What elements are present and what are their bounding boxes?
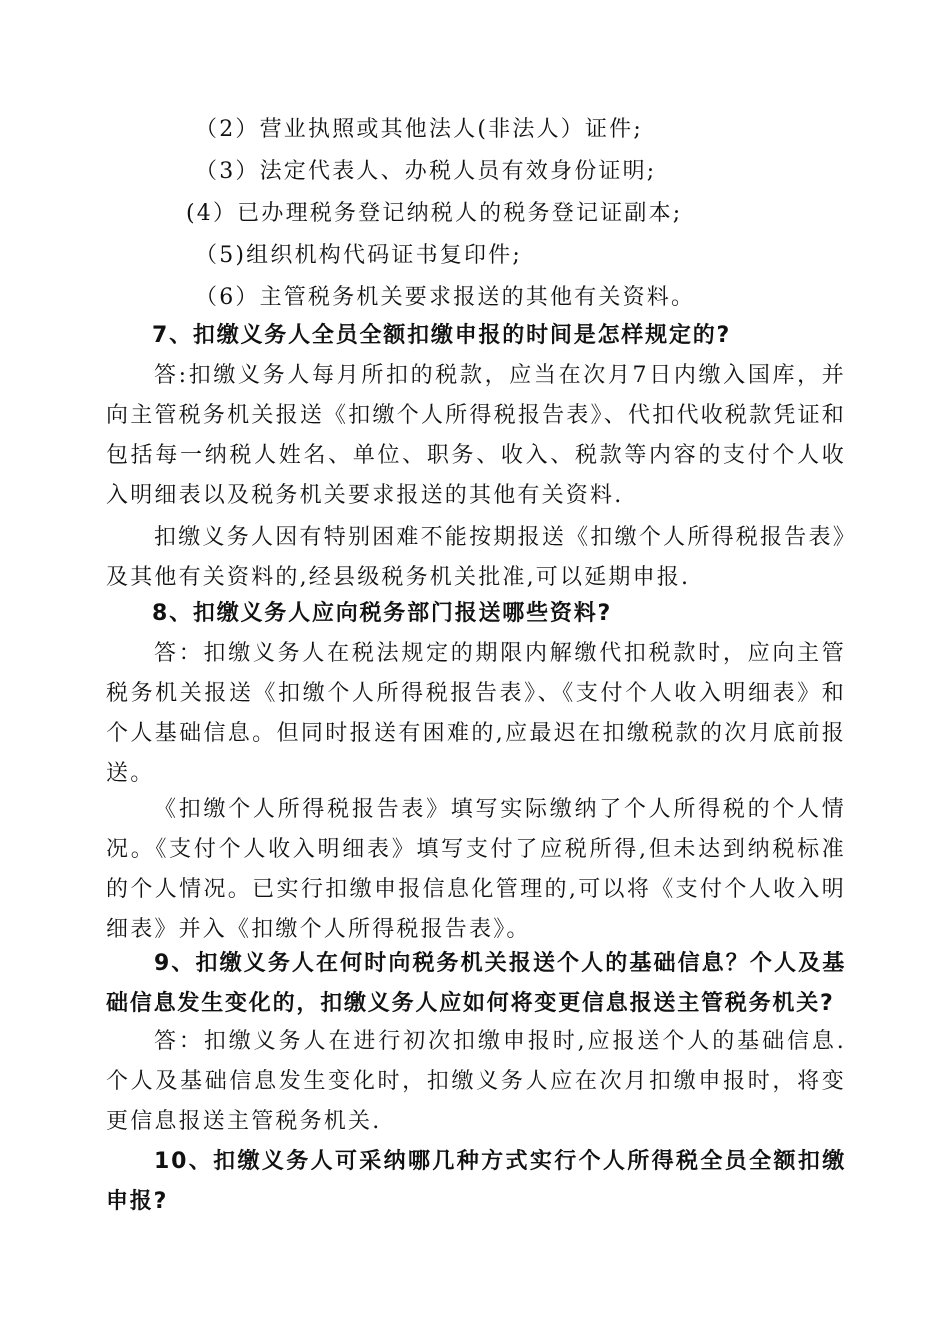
- list-item: (4）已办理税务登记纳税人的税务登记证副本;: [186, 201, 683, 226]
- section-heading: 7、扣缴义务人全员全额扣缴申报的时间是怎样规定的?: [152, 323, 732, 348]
- paragraph: 答：扣缴义务人在进行初次扣缴申报时,应报送个人的基础信息.个人及基础信息发生变化时，扣缴义务人应在次月扣缴申报时，将变更信息报送主管税务机关.: [106, 1029, 846, 1134]
- list-item: （3）法定代表人、办税人员有效身份证明;: [195, 159, 657, 184]
- section-heading: 10、扣缴义务人可采纳哪几种方式实行个人所得税全员全额扣缴申报?: [106, 1149, 846, 1214]
- list-item: （2）营业执照或其他法人(非法人）证件;: [195, 117, 643, 142]
- list-item: （6）主管税务机关要求报送的其他有关资料。: [195, 285, 696, 310]
- list-item: （5)组织机构代码证书复印件;: [195, 243, 522, 268]
- paragraph: 答：扣缴义务人在税法规定的期限内解缴代扣税款时，应向主管税务机关报送《扣缴个人所得税报告表》、《支付个人收入明细表》和个人基础信息。但同时报送有困难的,应最迟在扣缴税款的次月底前报送。: [106, 641, 846, 786]
- paragraph: 《扣缴个人所得税报告表》填写实际缴纳了个人所得税的个人情况。《支付个人收入明细表》填写支付了应税所得,但未达到纳税标准的个人情况。已实行扣缴申报信息化管理的,可以将《支付个人收入明细表》并入《扣缴个人所得税报告表》。: [106, 797, 846, 942]
- paragraph: 答:扣缴义务人每月所扣的税款，应当在次月7日内缴入国库，并向主管税务机关报送《扣缴个人所得税报告表》、代扣代收税款凭证和包括每一纳税人姓名、单位、职务、收入、税款等内容的支付个人收入明细表以及税务机关要求报送的其他有关资料.: [106, 363, 846, 508]
- section-heading: 8、扣缴义务人应向税务部门报送哪些资料?: [152, 601, 613, 626]
- paragraph: 扣缴义务人因有特别困难不能按期报送《扣缴个人所得税报告表》及其他有关资料的,经县级税务机关批准,可以延期申报.: [106, 525, 846, 590]
- section-heading: 9、扣缴义务人在何时向税务机关报送个人的基础信息？个人及基础信息发生变化的，扣缴义务人应如何将变更信息报送主管税务机关?: [106, 951, 846, 1016]
